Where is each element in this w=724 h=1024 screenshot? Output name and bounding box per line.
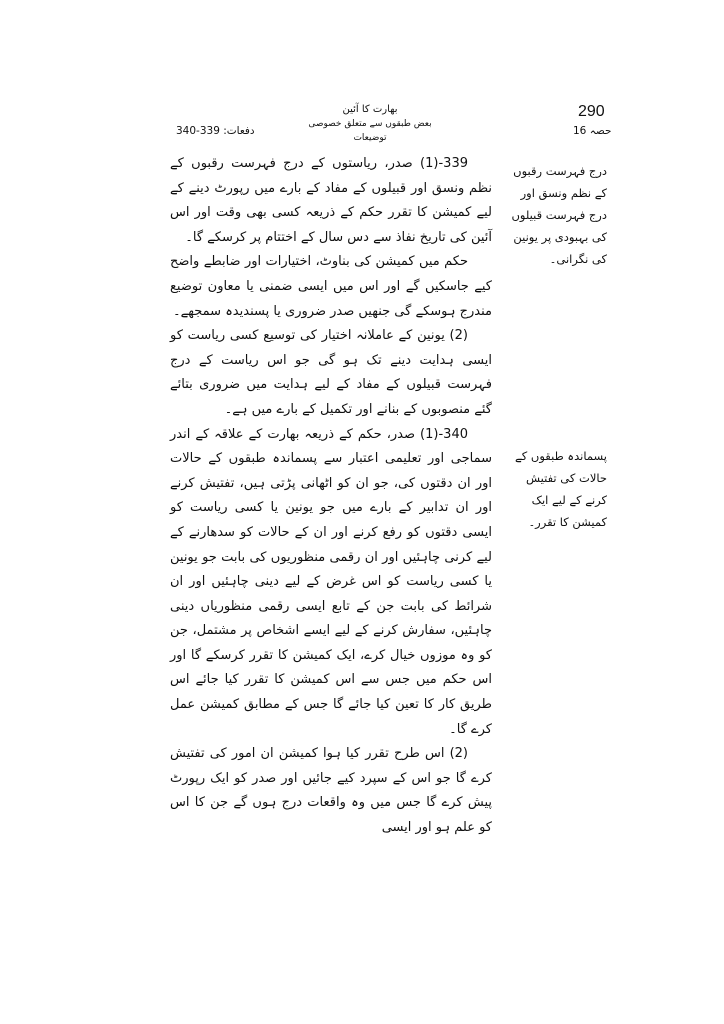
chapter-subtitle: بعض طبقوں سے متعلق خصوصی توضیعات [308, 119, 432, 143]
paragraph-340-2: (2) اس طرح تقرر کیا ہوا کمیشن ان امور کی تفتیش کرے گا جو اس کے سپرد کیے جائیں اور صدر کو ایک رپورٹ پیش کرے گا جس میں وہ واقعات درج ہوں گے جن کا اس کو علم ہو اور ایسی [170, 746, 492, 836]
margin-note-article-339: درج فہرست رقبوں کے نظم ونسق اور درج فہرست قبیلوں کی بہبودی پر یونین کی نگرانی۔ [511, 164, 607, 266]
paragraph-339-1-continued: حکم میں کمیشن کی بناوٹ، اختیارات اور ضابطے واضح کیے جاسکیں گے اور اس میں ایسی ضمنی یا معاون توضیع مندرج ہوسکے گی جنھیں صدر ضروری یا پسندیدہ سمجھے۔ [170, 254, 492, 319]
running-header [300, 103, 440, 145]
page-number: 290 [578, 103, 605, 120]
paragraph-340-1: 340-(1) صدر، حکم کے ذریعہ بھارت کے علاقہ کے اندر سماجی اور تعلیمی اعتبار سے پسماندہ طبقوں کے حالات اور ان دقتوں کی، جو ان کو اٹھانی پڑتی ہیں، تفتیش کرنے اور ان تدابیر کے بارے میں جو یونین یا کسی ریاست کو ایسی دقتوں کو رفع کرنے اور ان کے حالات کو سدھارنے کے لیے کرنی چاہئیں اور ان رقمی منظوریوں کی بابت جو یونین یا کسی ریاست کو اس غرض کے لیے دینی چاہئیں اور ان شرائط کی بابت جن کے تابع ایسی رقمی منظوریاں دینی چاہئیں، سفارش کرنے کے لیے ایسے اشخاص پر مشتمل، جن کو وہ موزوں خیال کرے، ایک کمیشن کا تقرر کرسکے گا اور اس حکم میں جس سے اس کمیشن کا تقرر کیا جائے اس طریق کار کا تعین کیا جائے گا جس کے مطابق کمیشن عمل کرے گا۔ [170, 426, 492, 737]
margin-note-article-340: پسماندہ طبقوں کے حالات کی تفتیش کرنے کے لیے ایک کمیشن کا تقرر۔ [515, 449, 607, 529]
article-body [170, 152, 492, 841]
part-label: حصہ 16 [573, 125, 612, 137]
paragraph-339-2: (2) یونین کے عاملانہ اختیار کی توسیع کسی ریاست کو ایسی ہدایت دینے تک ہو گی جو اس ریاست کے درج فہرست قبیلوں کے مفاد کے لیے ہدایت میں ضروری بتائے گئے منصوبوں کے بنانے اور تکمیل کے بارے میں ہے۔ [170, 328, 492, 417]
book-title: بھارت کا آئین [342, 104, 398, 115]
paragraph-339-1: 339-(1) صدر، ریاستوں کے درج فہرست رقبوں کے نظم ونسق اور قبیلوں کے مفاد کے بارے میں رپورٹ دینے کے لیے کمیشن کا تقرر حکم کے ذریعہ کسی بھی وقت اور اس آئین کی تاریخ نفاذ سے دس سال کے اختتام پر کرسکے گا۔ [170, 156, 492, 245]
articles-label: دفعات: 339-340 [176, 125, 255, 137]
